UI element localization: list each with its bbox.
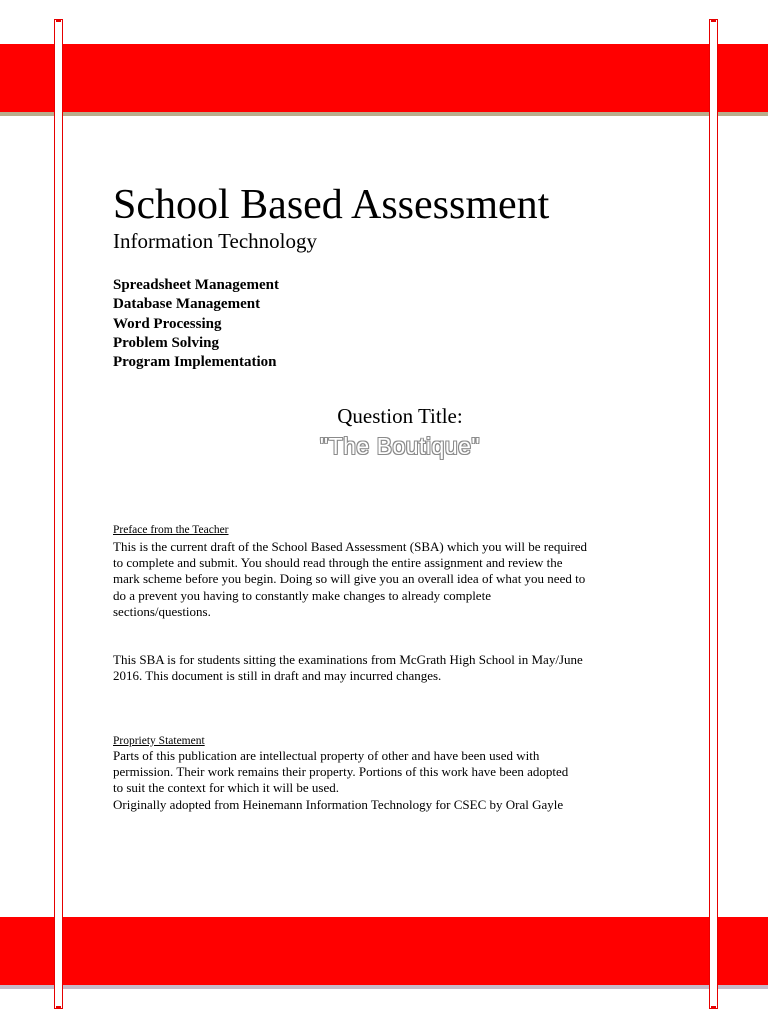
propriety-line: to suit the context for which it will be used. bbox=[113, 780, 340, 796]
sba-note-line: 2016. This document is still in draft and may incurred changes. bbox=[113, 668, 442, 684]
question-title-label: Question Title: bbox=[337, 404, 463, 428]
propriety-paragraph bbox=[113, 748, 673, 813]
topic-item: Problem Solving bbox=[113, 334, 219, 351]
top-band-shadow bbox=[0, 112, 768, 116]
sba-note-paragraph bbox=[113, 652, 673, 684]
propriety-line: Parts of this publication are intellectual property of other and have been used with bbox=[113, 748, 540, 763]
topic-item: Program Implementation bbox=[113, 354, 277, 371]
page-title: School Based Assessment bbox=[113, 182, 550, 228]
topic-item: Spreadsheet Management bbox=[113, 277, 279, 293]
preface-line: This is the current draft of the School Based Assessment (SBA) which you will be required bbox=[113, 539, 588, 554]
bottom-red-band bbox=[0, 917, 768, 985]
question-title-name: "The Boutique" bbox=[319, 433, 481, 459]
propriety-line: permission. Their work remains their property. Portions of this work have been adopted bbox=[113, 764, 569, 780]
propriety-line: Originally adopted from Heinemann Information Technology for CSEC by Oral Gayle bbox=[113, 796, 564, 812]
left-border-pillar bbox=[54, 19, 63, 1009]
topic-item: Database Management bbox=[113, 296, 261, 313]
preface-line: mark scheme before you begin. Doing so will give you an overall idea of what you need to bbox=[113, 571, 586, 587]
sba-note-line: This SBA is for students sitting the examinations from McGrath High School in May/June bbox=[113, 652, 583, 667]
bottom-band-shadow bbox=[0, 985, 768, 989]
topic-list bbox=[113, 276, 279, 372]
top-red-band bbox=[0, 44, 768, 112]
preface-paragraph bbox=[113, 539, 673, 620]
topic-item: Word Processing bbox=[113, 315, 222, 332]
page-subtitle: Information Technology bbox=[113, 229, 318, 253]
preface-line: do a prevent you having to constantly make changes to already complete bbox=[113, 587, 491, 603]
propriety-heading: Propriety Statement bbox=[113, 735, 205, 747]
preface-line: sections/questions. bbox=[113, 603, 211, 619]
preface-heading: Preface from the Teacher bbox=[113, 524, 229, 536]
preface-line: to complete and submit. You should read through the entire assignment and review the bbox=[113, 555, 563, 571]
right-border-pillar bbox=[709, 19, 718, 1009]
